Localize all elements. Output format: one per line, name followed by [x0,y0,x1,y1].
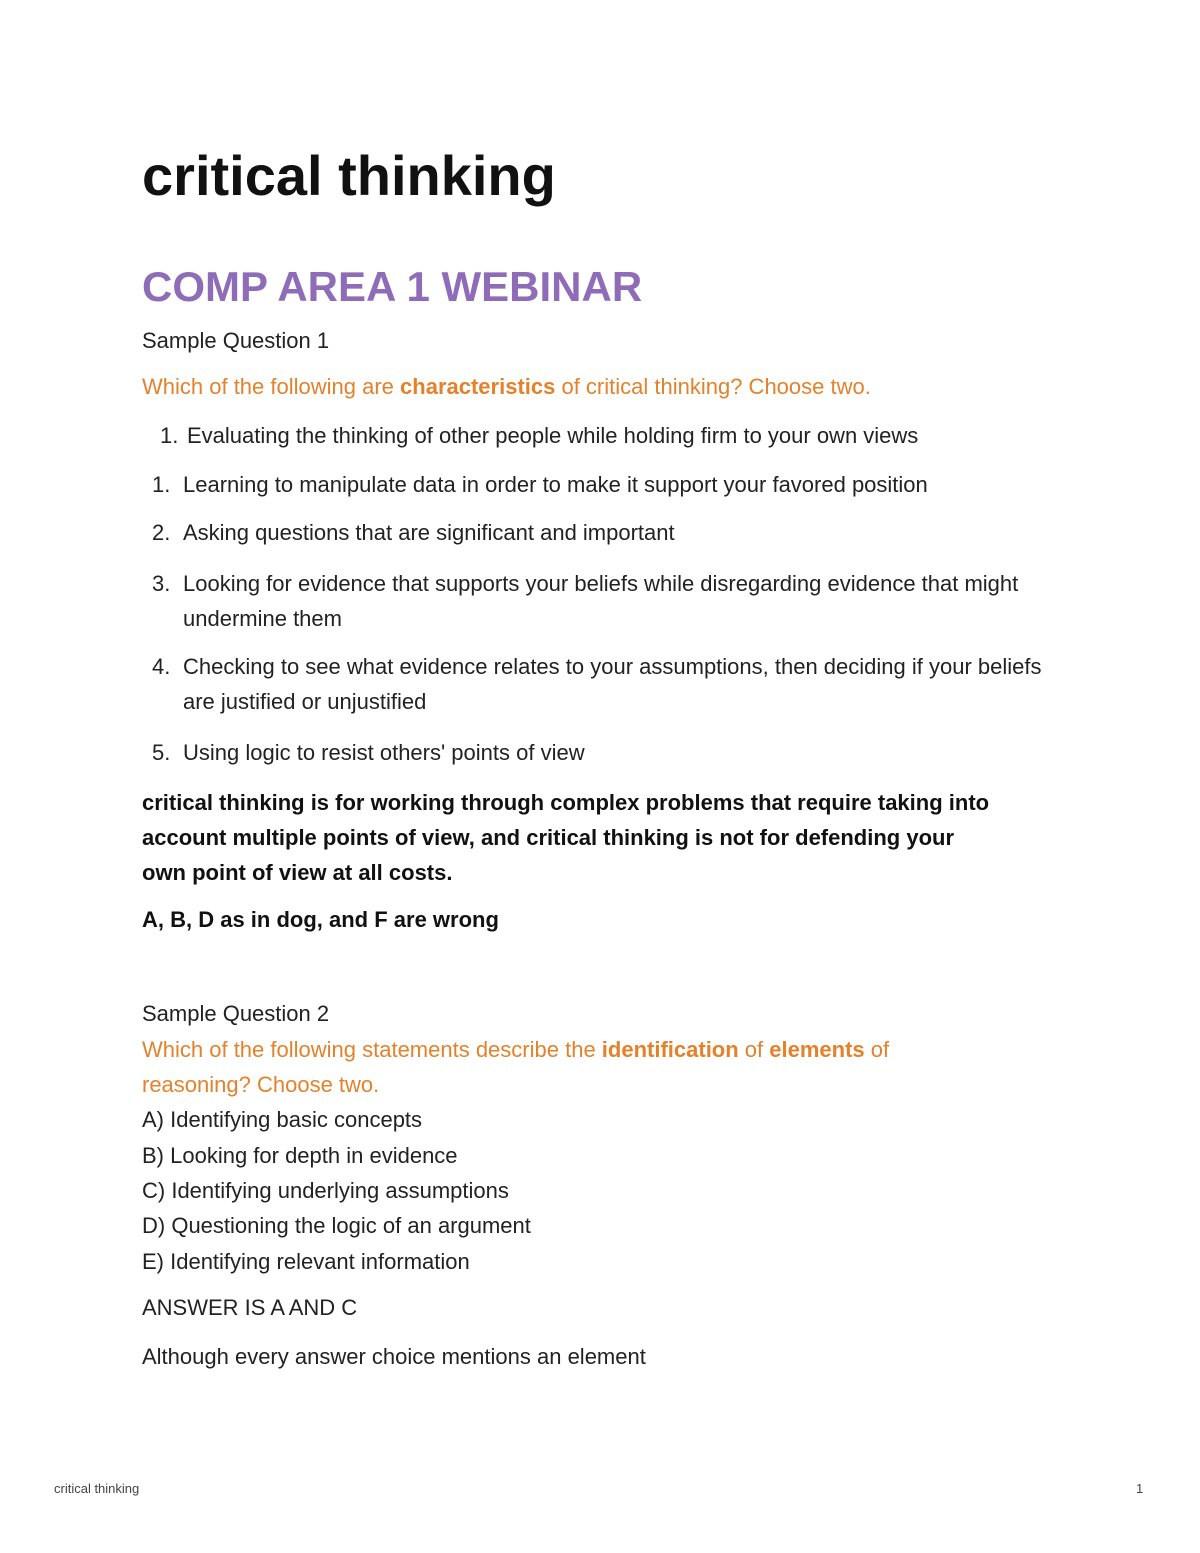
question-2-prompt-continued: reasoning? Choose two. [142,1072,380,1097]
footer-page-number: 1 [1136,1481,1144,1496]
prompt-keyword: elements [769,1037,865,1062]
prompt-text: of critical thinking? Choose two. [555,374,871,399]
list-number: 3. [152,571,171,596]
prompt-text: Which of the following are [142,374,401,399]
list-item-text: Looking for evidence that supports your beliefs while disregarding evidence that might undermine them [183,571,1019,631]
footer-document-name: critical thinking [54,1481,140,1496]
question-2-label: Sample Question 2 [142,1001,330,1026]
list-item-text: Checking to see what evidence relates to your assumptions, then deciding if your beliefs are justified or unjustified [183,654,1042,714]
prompt-text: of [738,1037,770,1062]
explanation-line: own point of view at all costs. [142,860,453,885]
prompt-text: Which of the following statements describe the [142,1037,602,1062]
option-d: D) Questioning the logic of an argument [142,1213,531,1238]
section-heading: COMP AREA 1 WEBINAR [142,263,643,310]
list-item-text: Learning to manipulate data in order to make it support your favored position [183,472,928,497]
question-1-label: Sample Question 1 [142,328,330,353]
explanation-line: account multiple points of view, and critical thinking is not for defending your [142,825,955,850]
option-e: E) Identifying relevant information [142,1249,470,1274]
list-number: 2. [152,520,171,545]
page-title: critical thinking [142,144,556,207]
explanation-line: critical thinking is for working through complex problems that require taking into [142,790,990,815]
question-1-wrong-answers: A, B, D as in dog, and F are wrong [142,907,499,932]
question-1-prompt [142,369,871,404]
list-item-text: Evaluating the thinking of other people while holding firm to your own views [187,423,919,448]
option-b: B) Looking for depth in evidence [142,1143,458,1168]
option-c: C) Identifying underlying assumptions [142,1178,509,1203]
list-item-text: Asking questions that are significant and important [183,520,675,545]
list-item-text: Using logic to resist others' points of view [183,740,585,765]
prompt-text: of [864,1037,890,1062]
prompt-keyword: characteristics [400,374,556,399]
question-2-note: Although every answer choice mentions an element [142,1344,646,1369]
prompt-keyword: identification [601,1037,739,1062]
question-2-answer: ANSWER IS A AND C [142,1295,358,1320]
question-2-prompt [142,1032,889,1067]
list-number: 4. [152,654,171,679]
list-number: 1. [160,423,179,448]
option-a: A) Identifying basic concepts [142,1107,423,1132]
list-number: 1. [152,472,171,497]
list-number: 5. [152,740,171,765]
